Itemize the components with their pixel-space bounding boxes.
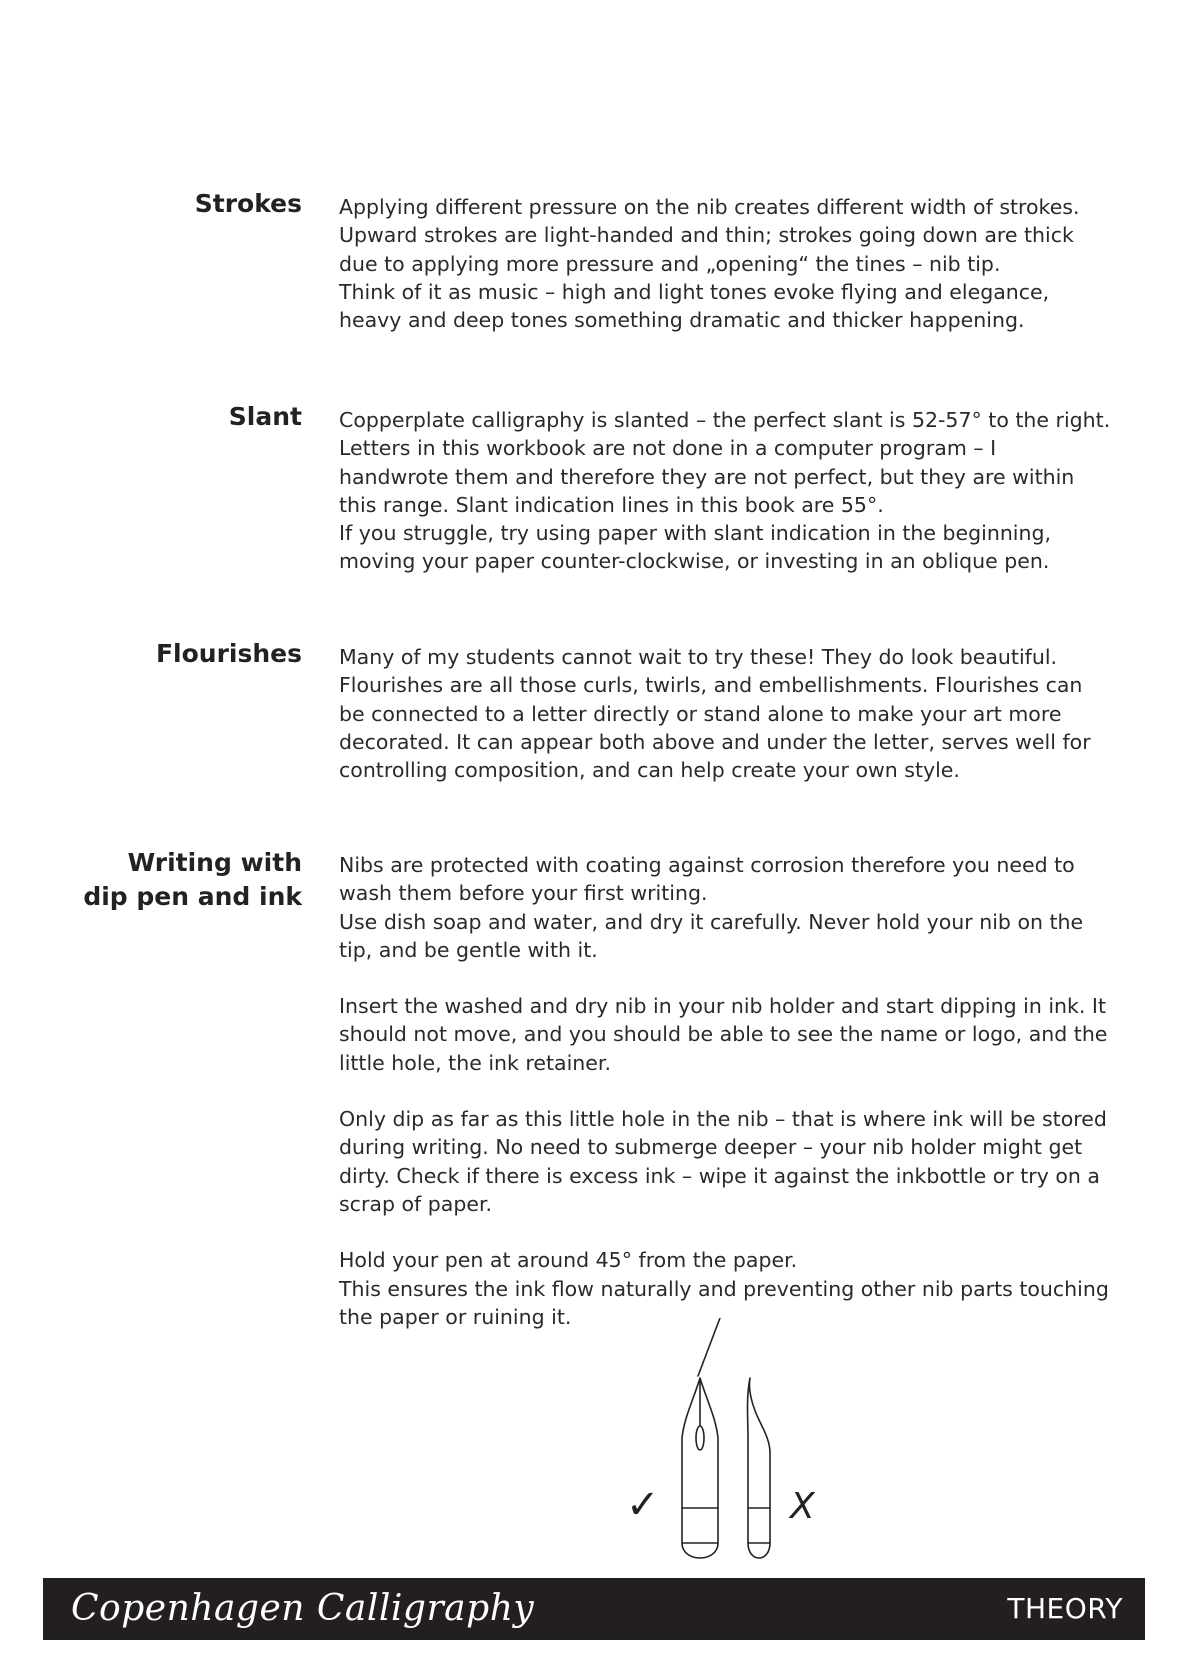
nib-angle-illustration (620, 1318, 840, 1568)
paragraph: Think of it as music – high and light tones evoke flying and elegance, heavy and deep tones something dramatic and thicker happening. (339, 279, 1050, 333)
paragraph: If you struggle, try using paper with slant indication in the beginning, moving your paper counter-clockwise, or investing in an oblique pen. (339, 521, 1052, 574)
paragraph: Flourishes are all those curls, twirls, and embellishments. Flourishes can be connected to a letter directly or stand alone to make your art more decorated. It can appear both above and under the letter, serves well for controlling composition, and can help create your own style. (339, 673, 1091, 783)
section-heading: Writing with dip pen and ink (83, 848, 302, 911)
paragraph: Use dish soap and water, and dry it carefully. Never hold your nib on the tip, and be gentle with it. (339, 909, 1084, 962)
section-heading: Flourishes (155, 639, 302, 668)
nib-side-view-icon (748, 1378, 771, 1558)
nib-front-view-icon (682, 1378, 718, 1558)
correct-checkmark-icon: ✓ (626, 1482, 660, 1528)
section-heading: Strokes (194, 189, 302, 218)
section-body (339, 851, 1112, 1331)
section-body (339, 643, 1112, 784)
section-body (339, 193, 1112, 334)
paragraph: Nibs are protected with coating against corrosion therefore you need to wash them before your first writing. (339, 853, 1075, 906)
paragraph: Hold your pen at around 45° from the paper. (339, 1248, 798, 1273)
paragraph: Many of my students cannot wait to try these! They do look beautiful. (339, 645, 1058, 669)
paragraph: Insert the washed and dry nib in your nib holder and start dipping in ink. It should not move, and you should be able to see the name or logo, and the little hole, the ink retainer. (339, 994, 1108, 1075)
brand-logo: Copenhagen Calligraphy (71, 1588, 535, 1629)
paragraph: This ensures the ink flow naturally and preventing other nib parts touching the paper or ruining it. (339, 1276, 1109, 1329)
section-heading: Slant (228, 402, 302, 431)
incorrect-cross-icon: X (790, 1486, 815, 1527)
section-label: THEORY (1007, 1592, 1123, 1625)
paragraph: Copperplate calligraphy is slanted – the perfect slant is 52-57° to the right. Letters in this workbook are not done in a computer program – I handwrote them and therefore they are not perfect, but they are within this range. Slant indication lines in this book are 55°. (339, 408, 1111, 517)
paragraph: Only dip as far as this little hole in the nib – that is where ink will be stored during writing. No need to submerge deeper – your nib holder might get dirty. Check if there is excess ink – wipe it against the inkbottle or try on a scrap of paper. (339, 1107, 1107, 1216)
pen-holder-line (698, 1318, 720, 1376)
section-body (339, 406, 1112, 576)
footer-bar (43, 1578, 1145, 1640)
paragraph: Applying different pressure on the nib creates different width of strokes. Upward strokes are light-handed and thin; strokes going down are thick due to applying more pressure and „opening“ the tines – nib tip. (339, 195, 1080, 276)
